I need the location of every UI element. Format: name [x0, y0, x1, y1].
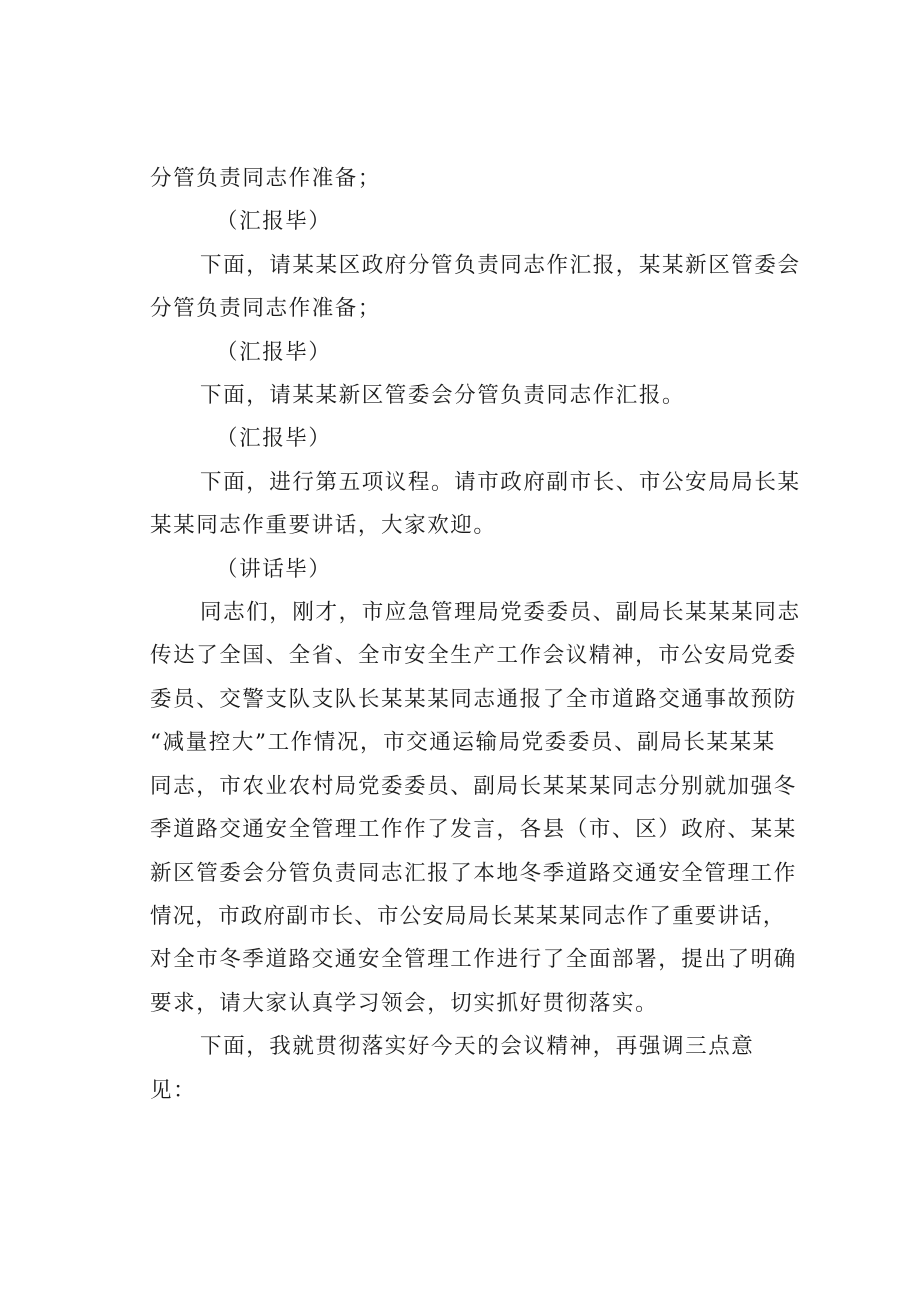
text-line: 对全市冬季道路交通安全管理工作进行了全面部署，提出了明确 [150, 947, 797, 973]
paragraph-note [150, 331, 802, 374]
paragraph-body [150, 374, 802, 417]
text-line: （汇报毕） [216, 426, 332, 452]
text-line: 委员、交警支队支队长某某某同志通报了全市道路交通事故预防 [150, 686, 797, 712]
text-line: 要求，请大家认真学习领会，切实抓好贯彻落实。 [150, 990, 659, 1016]
text-line: （讲话毕） [216, 556, 332, 582]
paragraph-continuation [150, 157, 802, 200]
paragraph-note [150, 417, 802, 460]
text-line: 分管负责同志作准备； [150, 296, 382, 322]
text-line: 下面，进行第五项议程。请市政府副市长、市公安局局长某 [200, 469, 801, 495]
text-line: 某某同志作重要讲话，大家欢迎。 [150, 513, 497, 539]
text-line: 下面，请某某新区管委会分管负责同志作汇报。 [200, 383, 686, 409]
text-line: 下面，我就贯彻落实好今天的会议精神，再强调三点意 [200, 1034, 755, 1060]
text-line: （汇报毕） [216, 339, 332, 365]
text-line: 传达了全国、全省、全市安全生产工作会议精神，市公安局党委 [150, 643, 797, 669]
text-line: 情况，市政府副市长、市公安局局长某某某同志作了重要讲话， [150, 903, 786, 929]
paragraph-body [150, 461, 802, 548]
text-line: 同志，市农业农村局党委委员、副局长某某某同志分别就加强冬 [150, 773, 797, 799]
text-line: 季道路交通安全管理工作作了发言，各县（市、区）政府、某某 [150, 817, 797, 843]
text-line: 同志们，刚才，市应急管理局党委委员、副局长某某某同志 [200, 600, 801, 626]
text-line: （汇报毕） [216, 209, 332, 235]
paragraph-body [150, 591, 802, 1025]
text-line: 下面，请某某区政府分管负责同志作汇报，某某新区管委会 [200, 252, 801, 278]
text-line: 新区管委会分管负责同志汇报了本地冬季道路交通安全管理工作 [150, 860, 797, 886]
paragraph-body [150, 244, 802, 331]
text-line: 分管负责同志作准备； [150, 166, 382, 191]
paragraph-note [150, 548, 802, 591]
paragraph-body [150, 1025, 802, 1112]
text-line: “减量控大”工作情况，市交通运输局党委委员、副局长某某某 [150, 730, 776, 756]
text-line: 见： [150, 1077, 197, 1103]
document-page [150, 157, 802, 1112]
paragraph-note [150, 200, 802, 243]
